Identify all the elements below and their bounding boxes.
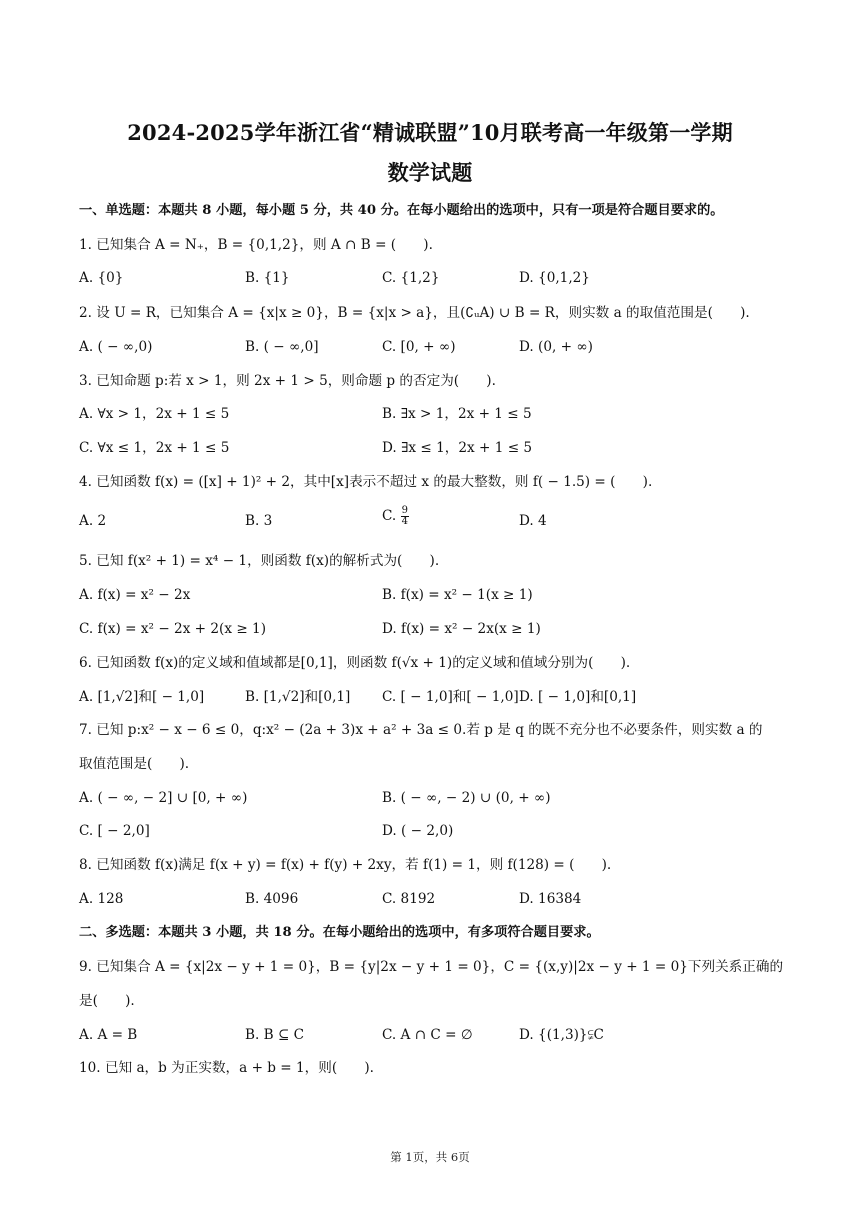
fraction-numerator: 9 <box>401 505 408 516</box>
section-single-choice: 一、单选题：本题共 8 小题，每小题 5 分，共 40 分。在每小题给出的选项中，只有一项是符合题目要求的。 <box>79 203 724 218</box>
fraction-denominator: 4 <box>401 516 408 527</box>
option-c[interactable]: C. [ − 2,0] <box>79 823 150 839</box>
option-d[interactable]: D. 16384 <box>519 891 582 907</box>
option-d[interactable]: D. {(1,3)}⫋C <box>519 1027 604 1043</box>
option-d[interactable]: D. (0, + ∞) <box>519 339 593 355</box>
option-d[interactable]: D. ( − 2,0) <box>382 823 454 839</box>
option-b[interactable]: B. [1,√2]和[0,1] <box>245 689 351 705</box>
question-2-stem: 2. 设 U = R，已知集合 A = {x|x ≥ 0}，B = {x|x > a}，且(∁ᵤA) ∪ B = R，则实数 a 的取值范围是( ). <box>79 305 750 321</box>
option-c[interactable]: C. [0, + ∞) <box>382 339 456 355</box>
question-6-stem: 6. 已知函数 f(x)的定义域和值域都是[0,1]，则函数 f(√x + 1)的定义域和值域分别为( ). <box>79 655 631 671</box>
question-8-stem: 8. 已知函数 f(x)满足 f(x + y) = f(x) + f(y) + 2xy，若 f(1) = 1，则 f(128) = ( ). <box>79 857 612 873</box>
option-c[interactable]: C. 8192 <box>382 891 436 907</box>
question-3-stem: 3. 已知命题 p:若 x > 1，则 2x + 1 > 5，则命题 p 的否定为( ). <box>79 373 496 389</box>
option-b[interactable]: B. {1} <box>245 270 290 286</box>
option-a[interactable]: A. 2 <box>79 513 107 529</box>
option-a[interactable]: A. A = B <box>79 1027 138 1043</box>
option-b[interactable]: B. f(x) = x² − 1(x ≥ 1) <box>382 587 533 603</box>
question-9-stem-line2: 是( ). <box>79 993 135 1009</box>
exam-subtitle: 数学试题 <box>387 160 473 185</box>
option-a[interactable]: A. ( − ∞, − 2] ∪ [0, + ∞) <box>79 790 248 806</box>
section-multiple-choice: 二、多选题：本题共 3 小题，共 18 分。在每小题给出的选项中，有多项符合题目要求。 <box>79 925 600 940</box>
option-b[interactable]: B. ( − ∞, − 2) ∪ (0, + ∞) <box>382 790 551 806</box>
option-c[interactable]: C. f(x) = x² − 2x + 2(x ≥ 1) <box>79 621 266 637</box>
question-10-stem: 10. 已知 a，b 为正实数，a + b = 1，则( ). <box>79 1060 374 1076</box>
option-a[interactable]: A. [1,√2]和[ − 1,0] <box>79 689 205 705</box>
option-b[interactable]: B. ( − ∞,0] <box>245 339 319 355</box>
question-5-stem: 5. 已知 f(x² + 1) = x⁴ − 1，则函数 f(x)的解析式为( ). <box>79 553 440 569</box>
option-c[interactable]: C. ∀x ≤ 1，2x + 1 ≤ 5 <box>79 440 230 456</box>
option-a[interactable]: A. {0} <box>79 270 124 286</box>
question-9-stem-line1: 9. 已知集合 A = {x|2x − y + 1 = 0}，B = {y|2x − y + 1 = 0}，C = {(x,y)|2x − y + 1 = 0}下列关系正确的 <box>79 959 784 975</box>
option-d[interactable]: D. ∃x ≤ 1，2x + 1 ≤ 5 <box>382 440 533 456</box>
question-1-stem: 1. 已知集合 A = N₊，B = {0,1,2}，则 A ∩ B = ( ). <box>79 237 433 253</box>
option-b[interactable]: B. B ⊆ C <box>245 1027 305 1043</box>
option-c[interactable]: C. {1,2} <box>382 270 440 286</box>
option-d[interactable]: D. {0,1,2} <box>519 270 590 286</box>
option-c[interactable]: C. A ∩ C = ∅ <box>382 1027 473 1043</box>
option-c[interactable]: C. [ − 1,0]和[ − 1,0] <box>382 689 519 705</box>
option-d[interactable]: D. f(x) = x² − 2x(x ≥ 1) <box>382 621 541 637</box>
question-7-stem-line1: 7. 已知 p:x² − x − 6 ≤ 0，q:x² − (2a + 3)x + a² + 3a ≤ 0.若 p 是 q 的既不充分也不必要条件，则实数 a 的 <box>79 722 763 738</box>
option-c[interactable] <box>382 506 409 527</box>
option-a[interactable]: A. ( − ∞,0) <box>79 339 153 355</box>
option-d[interactable]: D. 4 <box>519 513 547 529</box>
page-footer: 第 1页，共 6页 <box>390 1150 470 1164</box>
option-b[interactable]: B. 4096 <box>245 891 299 907</box>
fraction-nine-fourths <box>401 506 409 527</box>
exam-title: 2024-2025学年浙江省“精诚联盟”10月联考高一年级第一学期 <box>127 120 733 145</box>
option-b[interactable]: B. ∃x > 1，2x + 1 ≤ 5 <box>382 406 532 422</box>
question-7-stem-line2: 取值范围是( ). <box>79 756 190 772</box>
option-b[interactable]: B. 3 <box>245 513 273 529</box>
question-4-stem: 4. 已知函数 f(x) = ([x] + 1)² + 2，其中[x]表示不超过 x 的最大整数，则 f( − 1.5) = ( ). <box>79 474 653 490</box>
option-a[interactable]: A. ∀x > 1，2x + 1 ≤ 5 <box>79 406 230 422</box>
option-a[interactable]: A. 128 <box>79 891 124 907</box>
option-d[interactable]: D. [ − 1,0]和[0,1] <box>519 689 637 705</box>
option-c-label: C. <box>382 508 401 524</box>
option-a[interactable]: A. f(x) = x² − 2x <box>79 587 191 603</box>
